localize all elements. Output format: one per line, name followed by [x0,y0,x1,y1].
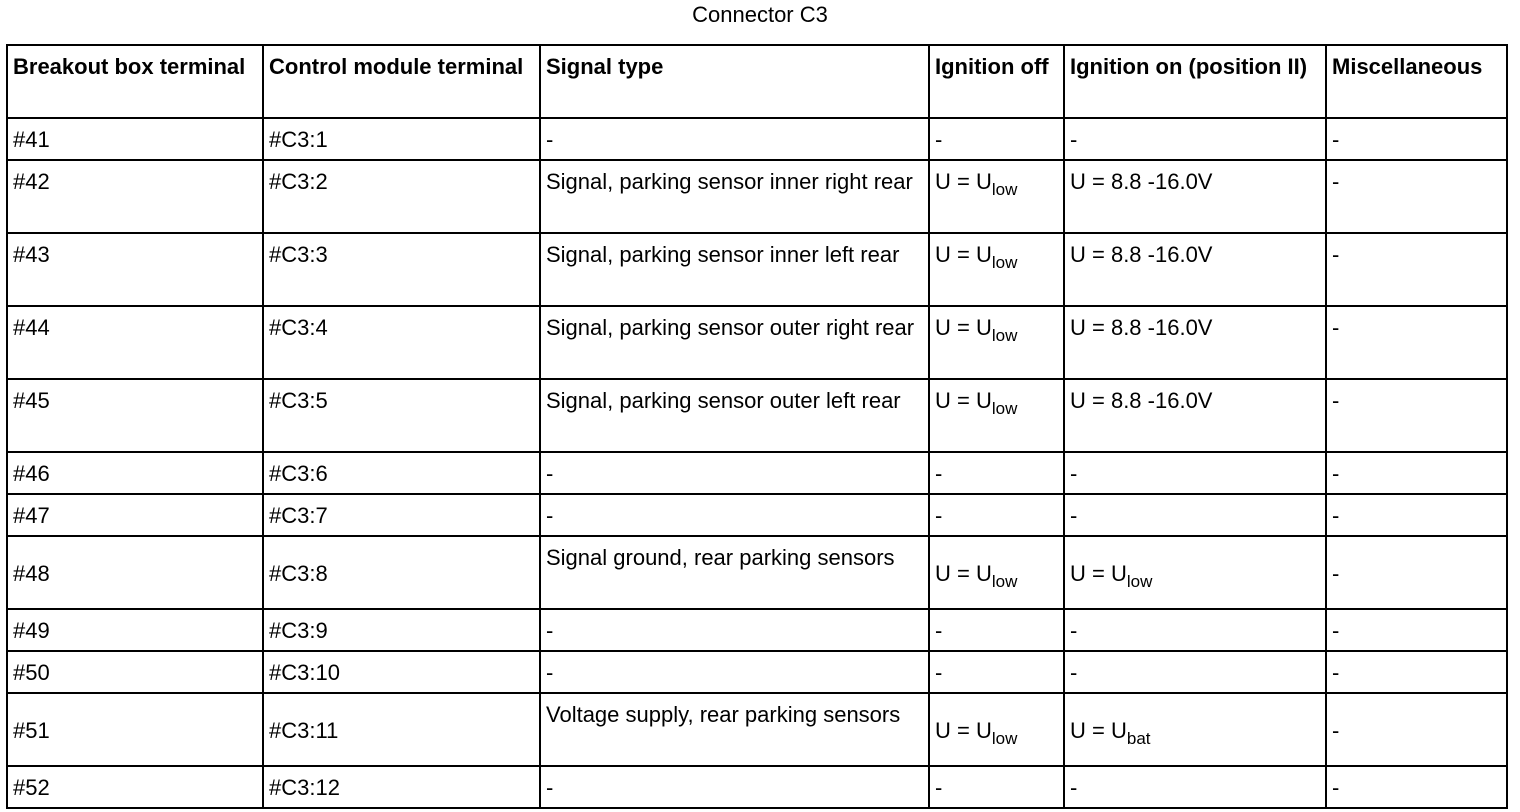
breakout-terminal-cell: #49 [7,609,263,651]
ignition-on-cell [1064,233,1326,306]
ignition-off-cell [929,452,1064,494]
module-terminal-cell: #C3:3 [263,233,540,306]
signal-type-cell: - [540,494,929,536]
miscellaneous-cell: - [1326,160,1507,233]
header-breakout-box-terminal: Breakout box terminal [7,45,263,118]
miscellaneous-cell: - [1326,494,1507,536]
signal-type-cell: Signal, parking sensor outer right rear [540,306,929,379]
signal-type-cell: - [540,766,929,808]
value-text: U = U [935,169,992,194]
table-row [7,693,1507,766]
miscellaneous-cell: - [1326,766,1507,808]
header-ignition-off: Ignition off [929,45,1064,118]
module-terminal-cell: #C3:2 [263,160,540,233]
signal-type-cell: - [540,651,929,693]
signal-type-cell: Signal, parking sensor inner left rear [540,233,929,306]
value-text: - [1070,503,1078,528]
table-row [7,160,1507,233]
module-terminal-cell: #C3:7 [263,494,540,536]
signal-type-cell: - [540,118,929,160]
breakout-terminal-cell: #47 [7,494,263,536]
table-row [7,118,1507,160]
signal-type-cell: Signal, parking sensor inner right rear [540,160,929,233]
module-terminal-cell: #C3:5 [263,379,540,452]
ignition-off-cell [929,693,1064,766]
table-row [7,609,1507,651]
breakout-terminal-cell: #42 [7,160,263,233]
table-body [7,118,1507,808]
breakout-terminal-cell: #52 [7,766,263,808]
miscellaneous-cell: - [1326,306,1507,379]
table-row [7,766,1507,808]
ignition-off-cell [929,379,1064,452]
value-text: - [935,618,943,643]
breakout-terminal-cell: #43 [7,233,263,306]
header-row [7,45,1507,118]
signal-type-cell: - [540,452,929,494]
value-text: U = U [1070,717,1127,743]
value-subscript: bat [1126,728,1151,748]
table-row [7,651,1507,693]
value-subscript: low [991,253,1018,272]
ignition-off-cell [929,233,1064,306]
ignition-on-cell [1064,693,1326,766]
module-terminal-cell: #C3:9 [263,609,540,651]
ignition-on-cell [1064,536,1326,609]
value-text: U = 8.8 -16.0V [1070,315,1213,340]
module-terminal-cell: #C3:4 [263,306,540,379]
value-text: U = U [935,717,992,743]
module-terminal-cell: #C3:8 [263,536,540,609]
breakout-terminal-cell: #50 [7,651,263,693]
miscellaneous-cell: - [1326,693,1507,766]
value-text: U = 8.8 -16.0V [1070,169,1213,194]
signal-type-cell: Signal ground, rear parking sensors [540,536,929,609]
value-text: - [935,461,943,486]
module-terminal-cell: #C3:6 [263,452,540,494]
value-text: - [935,127,943,152]
module-terminal-cell: #C3:11 [263,693,540,766]
miscellaneous-cell: - [1326,452,1507,494]
value-text: U = U [935,315,992,340]
ignition-on-cell [1064,766,1326,808]
miscellaneous-cell: - [1326,118,1507,160]
breakout-terminal-cell: #51 [7,693,263,766]
value-subscript: low [991,399,1018,418]
header-signal-type: Signal type [540,45,929,118]
breakout-terminal-cell: #41 [7,118,263,160]
signal-type-cell: - [540,609,929,651]
value-text: - [935,775,943,800]
module-terminal-cell: #C3:12 [263,766,540,808]
ignition-on-cell [1064,118,1326,160]
table-row [7,452,1507,494]
value-subscript: low [1126,571,1153,591]
module-terminal-cell: #C3:10 [263,651,540,693]
miscellaneous-cell: - [1326,536,1507,609]
value-text: - [1070,127,1078,152]
ignition-off-cell [929,609,1064,651]
value-text: U = U [1070,560,1127,586]
value-text: - [1070,461,1078,486]
ignition-off-cell [929,766,1064,808]
value-text: U = U [935,388,992,413]
table-row [7,379,1507,452]
header-ignition-on: Ignition on (position II) [1064,45,1326,118]
miscellaneous-cell: - [1326,651,1507,693]
table-row [7,494,1507,536]
signal-type-cell: Voltage supply, rear parking sensors [540,693,929,766]
miscellaneous-cell: - [1326,233,1507,306]
ignition-off-cell [929,536,1064,609]
table-title: Connector C3 [692,2,828,27]
breakout-terminal-cell: #48 [7,536,263,609]
value-text: - [1070,660,1078,685]
breakout-terminal-cell: #45 [7,379,263,452]
ignition-off-cell [929,306,1064,379]
value-text: - [1070,618,1078,643]
ignition-on-cell [1064,651,1326,693]
value-text: U = U [935,242,992,267]
ignition-off-cell [929,651,1064,693]
ignition-on-cell [1064,306,1326,379]
value-subscript: low [991,180,1018,199]
value-text: - [935,503,943,528]
table-row [7,536,1507,609]
value-text: - [935,660,943,685]
header-control-module-terminal: Control module terminal [263,45,540,118]
table-row [7,306,1507,379]
value-subscript: low [991,571,1018,591]
ignition-off-cell [929,160,1064,233]
value-text: U = U [935,560,992,586]
miscellaneous-cell: - [1326,379,1507,452]
value-text: U = 8.8 -16.0V [1070,242,1213,267]
ignition-on-cell [1064,609,1326,651]
header-miscellaneous: Miscellaneous [1326,45,1507,118]
module-terminal-cell: #C3:1 [263,118,540,160]
connector-table [6,44,1508,809]
value-text: - [1070,775,1078,800]
ignition-off-cell [929,494,1064,536]
miscellaneous-cell: - [1326,609,1507,651]
value-subscript: low [991,326,1018,345]
value-subscript: low [991,728,1018,748]
breakout-terminal-cell: #44 [7,306,263,379]
ignition-on-cell [1064,379,1326,452]
table-row [7,233,1507,306]
value-text: U = 8.8 -16.0V [1070,388,1213,413]
ignition-on-cell [1064,160,1326,233]
ignition-off-cell [929,118,1064,160]
breakout-terminal-cell: #46 [7,452,263,494]
signal-type-cell: Signal, parking sensor outer left rear [540,379,929,452]
ignition-on-cell [1064,452,1326,494]
ignition-on-cell [1064,494,1326,536]
